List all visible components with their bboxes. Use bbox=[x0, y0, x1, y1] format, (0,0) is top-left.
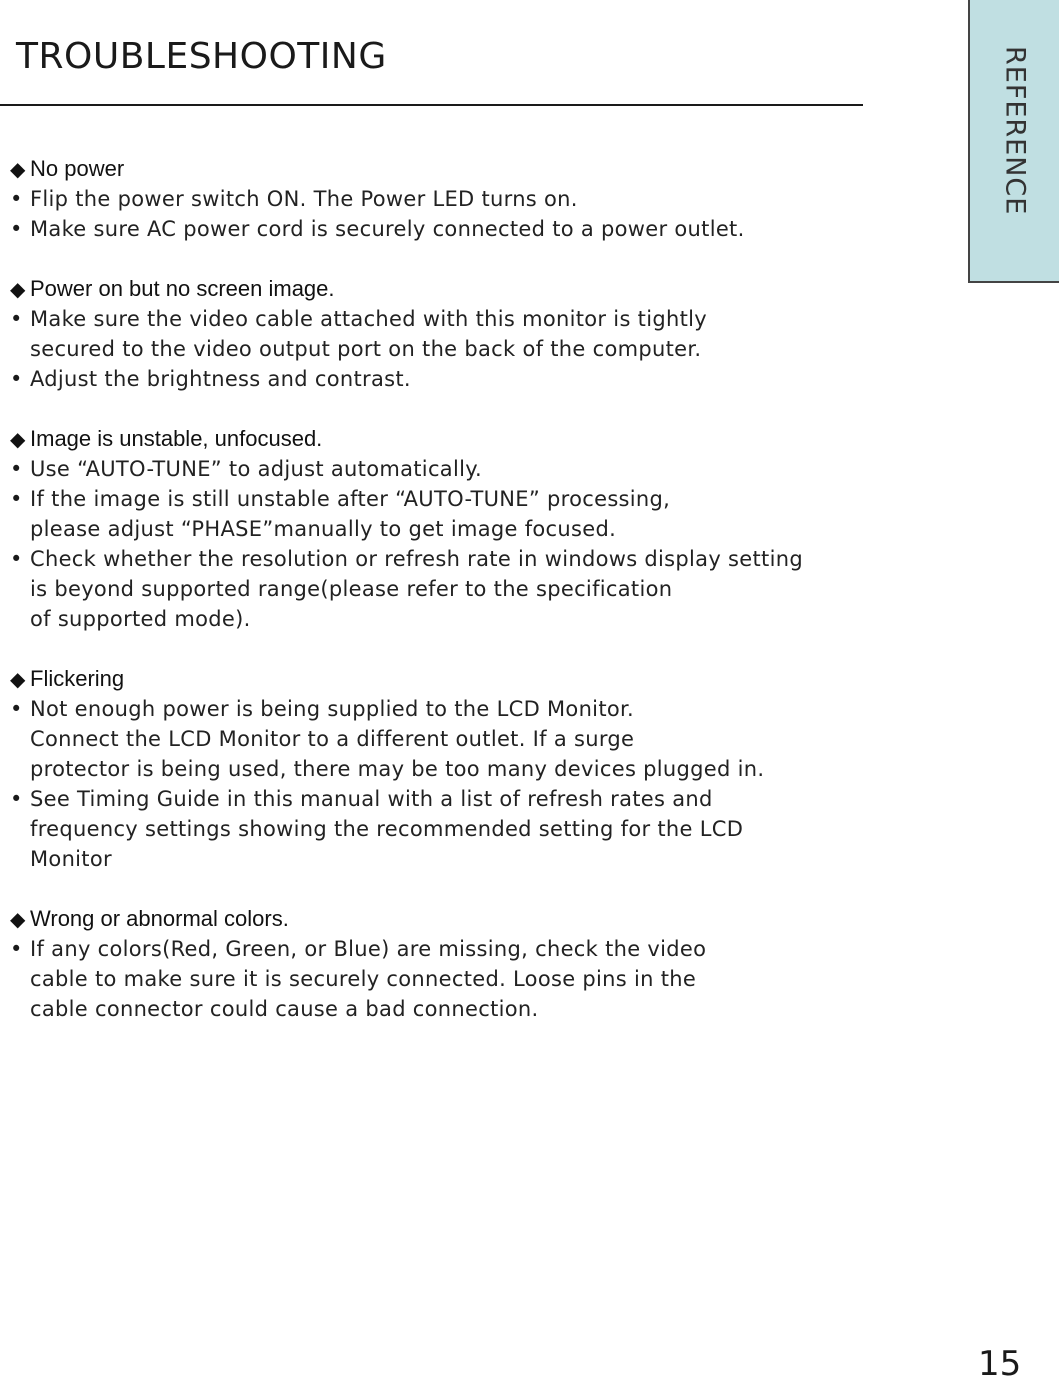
bullet-text-line: cable connector could cause a bad connection. bbox=[30, 997, 539, 1021]
bullet-text-line: protector is being used, there may be too many devices plugged in. bbox=[30, 757, 765, 781]
bullet-text-line: please adjust “PHASE”manually to get image focused. bbox=[30, 517, 617, 541]
bullet-text-line: Check whether the resolution or refresh rate in windows display setting bbox=[30, 547, 803, 571]
section-heading bbox=[10, 424, 870, 454]
diamond-icon: ◆ bbox=[10, 429, 26, 451]
section-heading bbox=[10, 154, 870, 184]
bullet-dot-icon: • bbox=[10, 457, 23, 481]
bullet-dot-icon: • bbox=[10, 367, 23, 391]
bullet-item bbox=[10, 184, 870, 214]
section-heading-text: No power bbox=[30, 156, 125, 181]
page-number: 15 bbox=[978, 1344, 1022, 1384]
troubleshooting-section bbox=[10, 904, 870, 1024]
bullet-text-line: See Timing Guide in this manual with a list of refresh rates and bbox=[30, 787, 713, 811]
diamond-icon: ◆ bbox=[10, 909, 26, 931]
bullet-dot-icon: • bbox=[10, 487, 23, 511]
troubleshooting-section bbox=[10, 424, 870, 634]
bullet-text-line: If the image is still unstable after “AUTO-TUNE” processing, bbox=[30, 487, 671, 511]
bullet-text-line: Connect the LCD Monitor to a different outlet. If a surge bbox=[30, 727, 635, 751]
section-heading-text: Power on but no screen image. bbox=[30, 276, 335, 301]
bullet-text-line: Not enough power is being supplied to the LCD Monitor. bbox=[30, 697, 634, 721]
bullet-text-line: Adjust the brightness and contrast. bbox=[30, 367, 411, 391]
troubleshooting-section bbox=[10, 274, 870, 394]
diamond-icon: ◆ bbox=[10, 669, 26, 691]
bullet-text-line: Use “AUTO-TUNE” to adjust automatically. bbox=[30, 457, 482, 481]
bullet-dot-icon: • bbox=[10, 697, 23, 721]
bullet-item bbox=[10, 364, 870, 394]
troubleshooting-list bbox=[10, 154, 870, 1054]
bullet-text-line: Monitor bbox=[30, 847, 112, 871]
title-divider bbox=[0, 104, 863, 106]
troubleshooting-section bbox=[10, 154, 870, 244]
bullet-dot-icon: • bbox=[10, 547, 23, 571]
bullet-item bbox=[10, 484, 870, 544]
bullet-text-line: If any colors(Red, Green, or Blue) are missing, check the video bbox=[30, 937, 707, 961]
reference-tab bbox=[968, 0, 1059, 283]
bullet-dot-icon: • bbox=[10, 217, 23, 241]
page-title: TROUBLESHOOTING bbox=[16, 36, 387, 77]
bullet-dot-icon: • bbox=[10, 787, 23, 811]
section-heading bbox=[10, 664, 870, 694]
bullet-item bbox=[10, 214, 870, 244]
section-heading bbox=[10, 904, 870, 934]
bullet-text-line: cable to make sure it is securely connected. Loose pins in the bbox=[30, 967, 697, 991]
section-heading-text: Wrong or abnormal colors. bbox=[30, 906, 289, 931]
bullet-text-line: Flip the power switch ON. The Power LED turns on. bbox=[30, 187, 578, 211]
bullet-dot-icon: • bbox=[10, 307, 23, 331]
bullet-item bbox=[10, 304, 870, 364]
bullet-text-line: of supported mode). bbox=[30, 607, 251, 631]
section-heading-text: Flickering bbox=[30, 666, 125, 691]
bullet-item bbox=[10, 544, 870, 634]
section-heading-text: Image is unstable, unfocused. bbox=[30, 426, 323, 451]
diamond-icon: ◆ bbox=[10, 159, 26, 181]
bullet-text-line: is beyond supported range(please refer to the specification bbox=[30, 577, 673, 601]
bullet-item bbox=[10, 784, 870, 874]
bullet-text-line: frequency settings showing the recommended setting for the LCD bbox=[30, 817, 744, 841]
section-heading bbox=[10, 274, 870, 304]
bullet-item bbox=[10, 934, 870, 1024]
bullet-text-line: Make sure AC power cord is securely connected to a power outlet. bbox=[30, 217, 745, 241]
reference-tab-label: REFERENCE bbox=[999, 46, 1031, 216]
bullet-dot-icon: • bbox=[10, 937, 23, 961]
bullet-item bbox=[10, 454, 870, 484]
diamond-icon: ◆ bbox=[10, 279, 26, 301]
bullet-item bbox=[10, 694, 870, 784]
bullet-text-line: secured to the video output port on the back of the computer. bbox=[30, 337, 702, 361]
bullet-dot-icon: • bbox=[10, 187, 23, 211]
troubleshooting-section bbox=[10, 664, 870, 874]
bullet-text-line: Make sure the video cable attached with this monitor is tightly bbox=[30, 307, 707, 331]
